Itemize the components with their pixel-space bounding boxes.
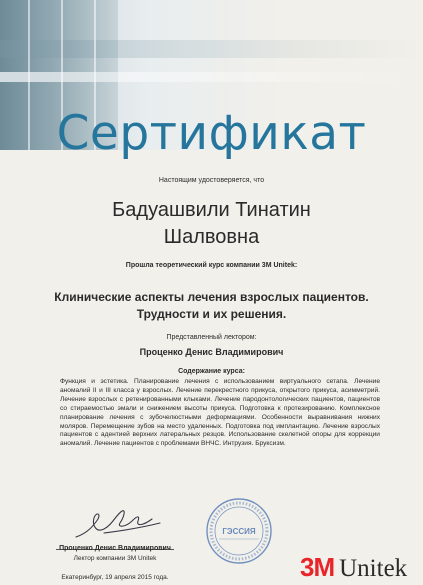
svg-text:ГЭССИЯ: ГЭССИЯ — [222, 527, 256, 536]
logo-3m-mark: 3M — [300, 552, 335, 582]
course-content-body: Функция и эстетика. Планирование лечения с использованием виртуального сетапа. Лечение аномалий II и III класса у взрослых. Лечение перекрестного прикуса, открытого прикуса, асимметрий. Лечение взрослых с ретенированными клыками. Лечение пародонтологических пациентов, пациентов со стираемостью эмали и снижением высоты прикуса. Подготовка к протезированию. Комплексное планирование лечения с зубочелюстными деформациями. Особенности выравнивания нижних моляров. Перемещение зубов на место удаленных. Подготовка под имплантацию. Лечение взрослых пациентов с адентией верхних латеральных резцов. Использование скелетной опоры для коррекции аномалий. Лечение пациентов с проблемами ВНЧС. Интрузия. Бруксизм. — [60, 378, 380, 448]
course-title-line2: Трудности и их решения. — [136, 307, 287, 321]
certify-text: Настоящим удостоверяется, что — [158, 177, 265, 184]
recipient-name-line1: Бадуашвили Тинатин — [112, 199, 311, 221]
course-title-line1: Клинические аспекты лечения взрослых пациентов. — [54, 290, 369, 304]
lecturer-name: Проценко Денис Владимирович — [139, 347, 284, 357]
course-title — [0, 289, 423, 323]
handwritten-signature — [74, 503, 164, 543]
certificate-title: Сертификат — [56, 106, 367, 161]
recipient-name-line2: Шалвовна — [163, 226, 260, 248]
issue-date: Екатеринбург, 19 апреля 2015 года. — [61, 574, 169, 581]
signer-role: Лектор компании 3M Unitek — [73, 555, 157, 562]
lecturer-intro: Представленный лектором: — [166, 334, 257, 341]
course-content-heading: Содержание курса: — [178, 368, 245, 375]
3m-unitek-logo — [300, 552, 407, 580]
header-light-band — [0, 72, 423, 82]
course-intro: Прошла теоретический курс компании 3M Unitek: — [125, 262, 298, 269]
signer-name: Проценко Денис Владимирович — [59, 545, 171, 552]
official-stamp-seal — [205, 497, 273, 565]
header-mid-band — [0, 40, 423, 58]
logo-unitek-wordmark: Unitek — [339, 555, 408, 582]
